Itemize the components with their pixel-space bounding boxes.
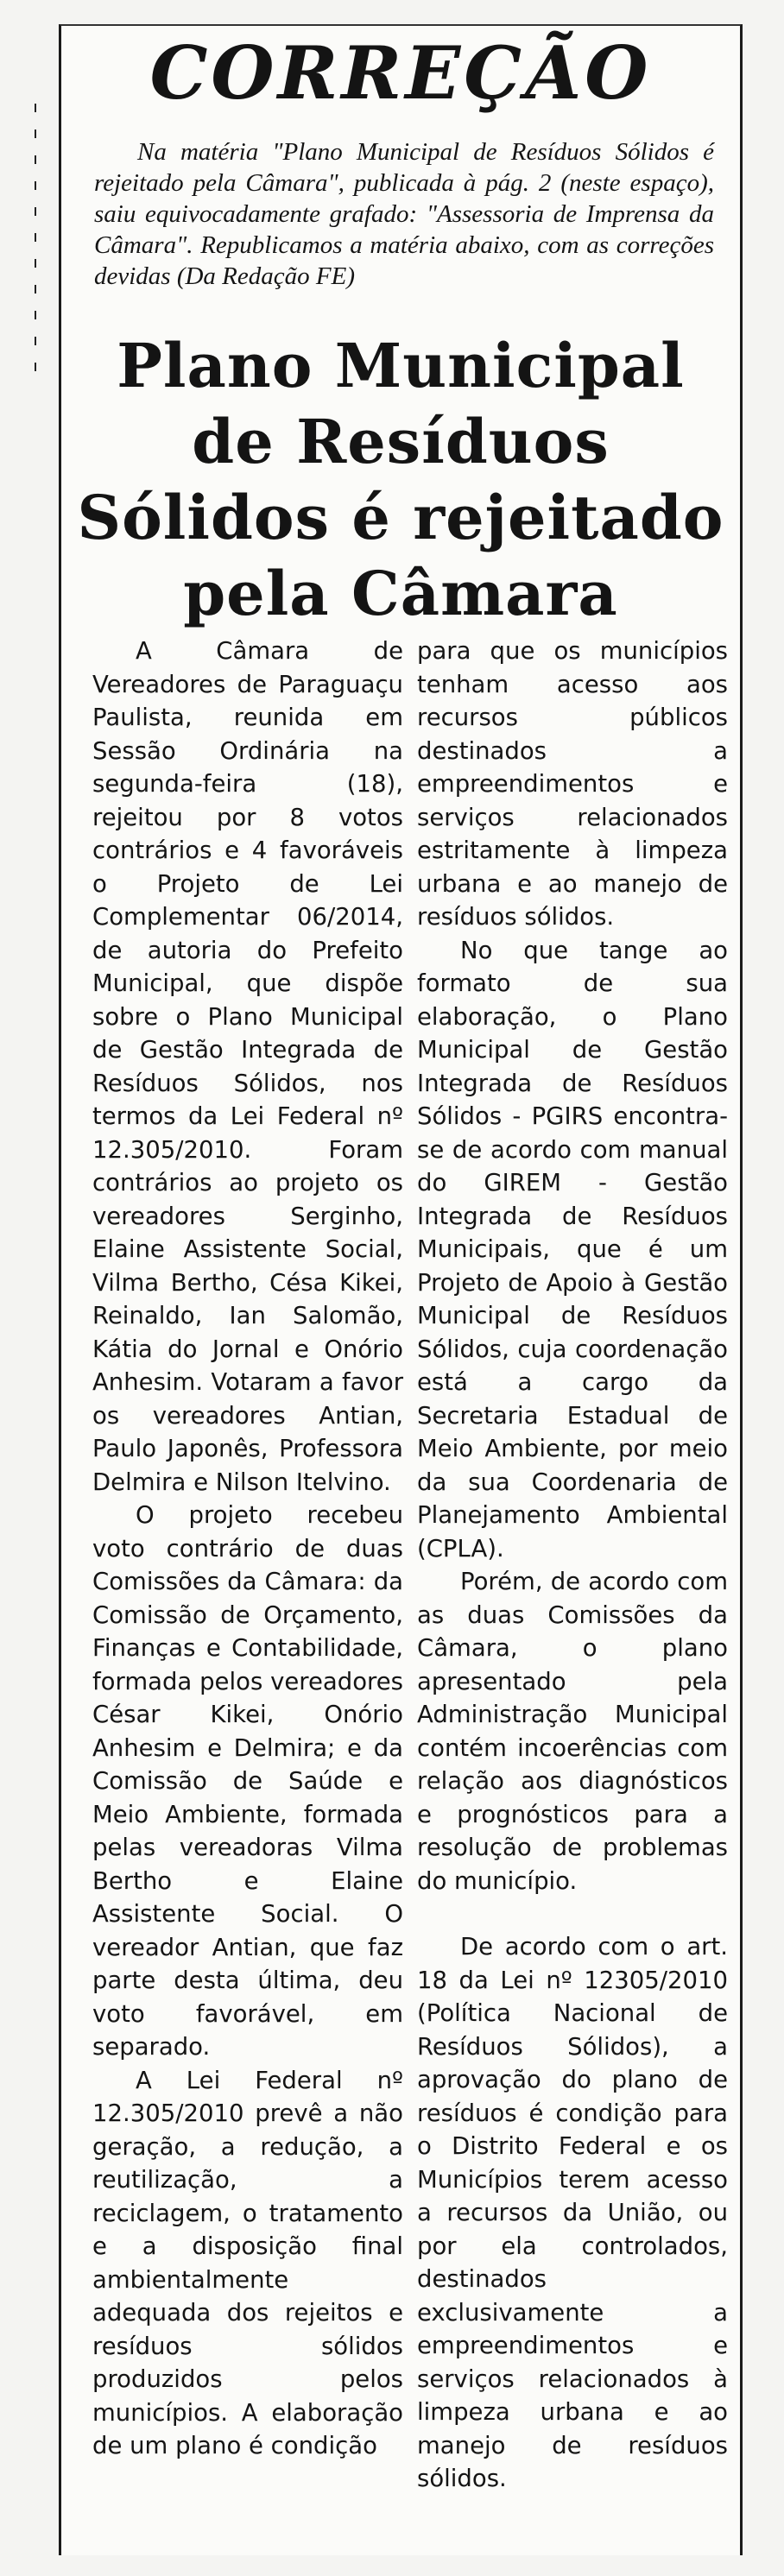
paragraph: De acordo com o art. 18 da Lei nº 12305/2010 (Política Nacional de Resíduos Sólidos), a aprovação do plano de resíduos é condição para o Distrito Federal e os Municípios terem acesso a recursos da União, ou por ela controlados, destinados exclusivamente a empreendimentos e serviços relacionados à limpeza urbana e ao manejo de resíduos sólidos.	[417, 1933, 728, 2492]
paragraph: para que os municípios tenham acesso aos recursos públicos destinados a empreendimentos e serviços relacionados estritamente à limpeza urbana e ao manejo de resíduos sólidos.	[417, 637, 728, 931]
paragraph: A Lei Federal nº 12.305/2010 prevê a não geração, a redução, a reutilização, a reciclagem, o tratamento e a disposição final ambientalmente adequada dos rejeitos e resíduos sólidos produzidos pelos municípios. A elaboração de um plano é condição	[92, 2066, 403, 2459]
article-headline: Plano Municipal de Resíduos Sólidos é rejeitado pela Câmara	[77, 330, 724, 629]
paragraph: A Câmara de Vereadores de Paraguaçu Paulista, reunida em Sessão Ordinária na segunda-feira (18), rejeitou por 8 votos contrários e 4 favoráveis o Projeto de Lei Complementar 06/2014, de autoria do Prefeito Municipal, que dispõe sobre o Plano Municipal de Gestão Integrada de Resíduos Sólidos, nos termos da Lei Federal nº 12.305/2010. Foram contrários ao projeto os vereadores Serginho, Elaine Assistente Social, Vilma Bertho, Césa Kikei, Reinaldo, Ian Salomão, Kátia do Jornal e Onório Anhesim. Votaram a favor os vereadores Antian, Paulo Japonês, Professora Delmira e Nilson Itelvino.	[92, 637, 403, 1496]
paragraph: O projeto recebeu voto contrário de duas Comissões da Câmara: da Comissão de Orçamento, Finanças e Contabilidade, formada pelos vereadores César Kikei, Onório Anhesim e Delmira; e da Comissão de Saúde e Meio Ambiente, formada pelas vereadoras Vilma Bertho e Elaine Assistente Social. O vereador Antian, que faz parte desta última, deu voto favorável, em separado.	[92, 1501, 403, 2061]
article-column-left	[92, 635, 403, 2463]
correction-banner: CORREÇÃO	[149, 30, 652, 116]
paragraph: No que tange ao formato de sua elaboração, o Plano Municipal de Gestão Integrada de Resíduos Sólidos - PGIRS encontra-se de acordo com manual do GIREM - Gestão Integrada de Resíduos Municipais, que é um Projeto de Apoio à Gestão Municipal de Resíduos Sólidos, cuja coordenação está a cargo da Secretaria Estadual de Meio Ambiente, por meio da sua Coordenaria de Planejamento Ambiental (CPLA).	[417, 936, 728, 1563]
correction-note: Na matéria "Plano Municipal de Resíduos Sólidos é rejeitado pela Câmara", publicada à pág. 2 (neste espaço), saiu equivocadamente grafado: "Assessoria de Imprensa da Câmara". Republicamos a matéria abaixo, com as correções devidas (Da Redação FE)	[94, 138, 714, 290]
paragraph: Porém, de acordo com as duas Comissões da Câmara, o plano apresentado pela Administração Municipal contém incoerências com relação aos diagnósticos e prognósticos para a resolução de problemas do município.	[417, 1568, 728, 1895]
margin-marks	[35, 104, 36, 380]
article-column-right	[417, 635, 728, 2496]
newspaper-clipping	[59, 24, 743, 2555]
